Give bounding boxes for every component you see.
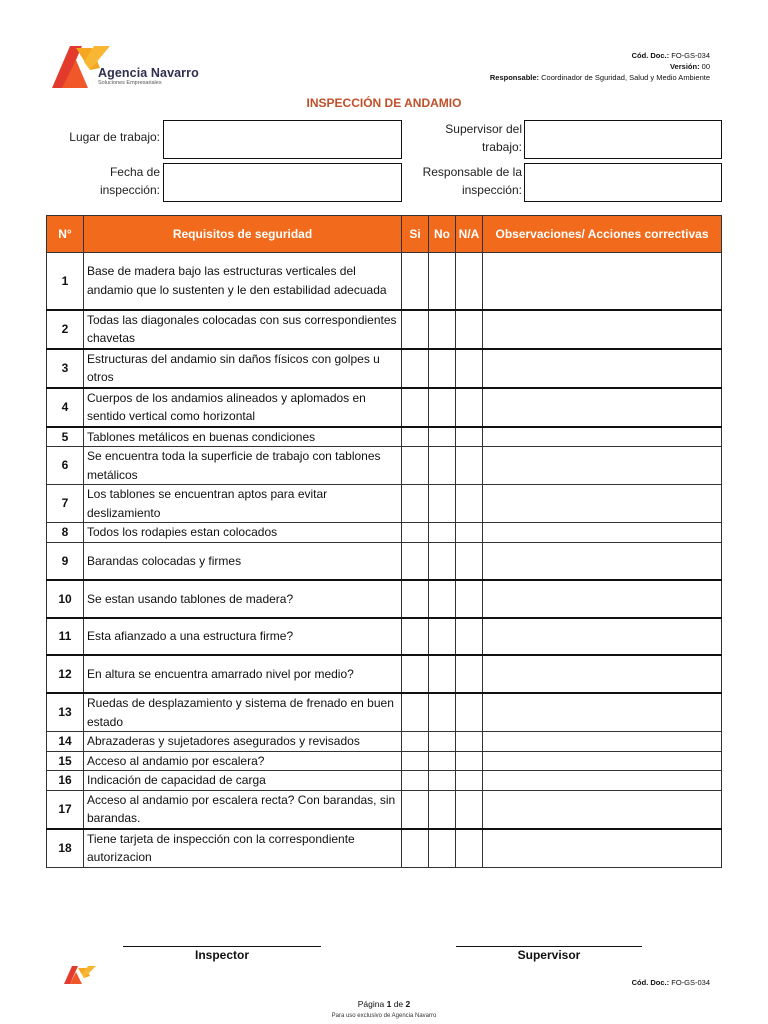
row-number: 9 xyxy=(47,542,84,580)
lugar-field[interactable] xyxy=(163,120,402,159)
observations-cell[interactable] xyxy=(483,310,722,349)
no-cell[interactable] xyxy=(429,732,456,752)
version-value: 00 xyxy=(701,62,710,71)
no-cell[interactable] xyxy=(429,447,456,485)
fecha-label: Fecha de inspección: xyxy=(99,165,160,197)
version-label: Versión: xyxy=(669,62,700,71)
si-cell[interactable] xyxy=(402,655,429,693)
na-cell[interactable] xyxy=(456,693,483,732)
requirement-text: Abrazaderas y sujetadores asegurados y revisados xyxy=(84,732,402,752)
row-number: 8 xyxy=(47,523,84,543)
na-cell[interactable] xyxy=(456,427,483,447)
inspector-label: Inspector xyxy=(194,948,249,962)
si-cell[interactable] xyxy=(402,618,429,655)
na-cell[interactable] xyxy=(456,253,483,310)
responsable-inspeccion-field[interactable] xyxy=(524,163,722,202)
row-number: 7 xyxy=(47,485,84,523)
row-number: 14 xyxy=(47,732,84,752)
col-na-header: N/A xyxy=(456,216,483,253)
page-total: 2 xyxy=(405,999,411,1009)
inspector-signature-line xyxy=(123,946,321,947)
na-cell[interactable] xyxy=(456,655,483,693)
si-cell[interactable] xyxy=(402,427,429,447)
supervisor-field[interactable] xyxy=(524,120,722,159)
si-cell[interactable] xyxy=(402,542,429,580)
si-cell[interactable] xyxy=(402,523,429,543)
row-number: 13 xyxy=(47,693,84,732)
table-row xyxy=(47,732,722,752)
cod-doc-value: FO-GS-034 xyxy=(671,51,710,60)
na-cell[interactable] xyxy=(456,523,483,543)
col-no-header: No xyxy=(429,216,456,253)
lugar-label: Lugar de trabajo: xyxy=(69,130,160,144)
si-cell[interactable] xyxy=(402,310,429,349)
requirement-text: Ruedas de desplazamiento y sistema de frenado en buen estado xyxy=(84,693,402,732)
requirement-text: Estructuras del andamio sin daños físicos con golpes u otros xyxy=(84,349,402,388)
row-number: 12 xyxy=(47,655,84,693)
na-cell[interactable] xyxy=(456,790,483,829)
na-cell[interactable] xyxy=(456,349,483,388)
requirement-text: Base de madera bajo las estructuras verticales del andamio que lo sustenten y le den estabilidad adecuada xyxy=(84,253,402,310)
table-row xyxy=(47,580,722,618)
no-cell[interactable] xyxy=(429,771,456,791)
responsable-value: Coordinador de Sgurida​d, Salud y Medio Ambiente xyxy=(541,73,710,82)
na-cell[interactable] xyxy=(456,618,483,655)
row-number: 16 xyxy=(47,771,84,791)
requirements-table xyxy=(46,215,722,868)
footer-note: Para uso exclusivo de Agencia Navarro xyxy=(331,1013,437,1019)
na-cell[interactable] xyxy=(456,485,483,523)
observations-cell[interactable] xyxy=(483,447,722,485)
supervisor-signature-label: Supervisor xyxy=(517,948,581,962)
table-row xyxy=(47,485,722,523)
footer-cod-doc-label: Cód. Doc.: xyxy=(631,978,670,987)
observations-cell[interactable] xyxy=(483,751,722,771)
no-cell[interactable] xyxy=(429,829,456,868)
table-row xyxy=(47,618,722,655)
table-row xyxy=(47,388,722,427)
footer-cod-doc-value: FO-GS-034 xyxy=(671,978,710,987)
requirement-text: En altura se encuentra amarrado nivel por medio? xyxy=(84,655,402,693)
requirement-text: Cuerpos de los andamios alineados y aplomados en sentido vertical como horizontal xyxy=(84,388,402,427)
no-cell[interactable] xyxy=(429,790,456,829)
responsable-inspeccion-label: Responsable de la inspección: xyxy=(422,165,522,197)
footer-doc-code xyxy=(632,978,710,987)
observations-cell[interactable] xyxy=(483,618,722,655)
row-number: 15 xyxy=(47,751,84,771)
na-cell[interactable] xyxy=(456,580,483,618)
observations-cell[interactable] xyxy=(483,349,722,388)
no-cell[interactable] xyxy=(429,542,456,580)
table-row xyxy=(47,693,722,732)
table-row xyxy=(47,253,722,310)
requirement-text: Indicación de capacidad de carga xyxy=(84,771,402,791)
table-header-row xyxy=(47,216,722,253)
col-observations-header: Observaciones/ Acciones correctivas xyxy=(483,216,722,253)
observations-cell[interactable] xyxy=(483,542,722,580)
row-number: 2 xyxy=(47,310,84,349)
table-row xyxy=(47,310,722,349)
col-si-header: Si xyxy=(402,216,429,253)
no-cell[interactable] xyxy=(429,523,456,543)
no-cell[interactable] xyxy=(429,310,456,349)
requirement-text: Todos los rodapies estan colocados xyxy=(84,523,402,543)
si-cell[interactable] xyxy=(402,253,429,310)
si-cell[interactable] xyxy=(402,732,429,752)
si-cell[interactable] xyxy=(402,447,429,485)
table-row xyxy=(47,447,722,485)
page-current: 1 xyxy=(386,999,392,1009)
no-cell[interactable] xyxy=(429,388,456,427)
si-cell[interactable] xyxy=(402,790,429,829)
observations-cell[interactable] xyxy=(483,388,722,427)
page-number xyxy=(0,999,768,1009)
requirement-text: Se estan usando tablones de madera? xyxy=(84,580,402,618)
row-number: 3 xyxy=(47,349,84,388)
requirement-text: Acceso al andamio por escalera? xyxy=(84,751,402,771)
table-row xyxy=(47,349,722,388)
na-cell[interactable] xyxy=(456,732,483,752)
no-cell[interactable] xyxy=(429,253,456,310)
company-name: Agencia Navarro xyxy=(98,66,199,80)
page-of: de xyxy=(393,999,404,1009)
si-cell[interactable] xyxy=(402,693,429,732)
responsable-label: Responsable: xyxy=(489,73,540,82)
table-row xyxy=(47,751,722,771)
si-cell[interactable] xyxy=(402,485,429,523)
row-number: 6 xyxy=(47,447,84,485)
table-row xyxy=(47,790,722,829)
observations-cell[interactable] xyxy=(483,655,722,693)
requirement-text: Esta afianzado a una estructura firme? xyxy=(84,618,402,655)
no-cell[interactable] xyxy=(429,618,456,655)
table-row xyxy=(47,829,722,868)
observations-cell[interactable] xyxy=(483,693,722,732)
observations-cell[interactable] xyxy=(483,427,722,447)
document-meta xyxy=(490,50,710,83)
col-requirement-header: Requisitos de seguridad xyxy=(84,216,402,253)
si-cell[interactable] xyxy=(402,751,429,771)
requirement-text: Barandas colocadas y firmes xyxy=(84,542,402,580)
na-cell[interactable] xyxy=(456,771,483,791)
supervisor-label: Supervisor del trabajo: xyxy=(445,122,522,154)
page-word: Página xyxy=(357,999,385,1009)
observations-cell[interactable] xyxy=(483,829,722,868)
supervisor-signature-line xyxy=(456,946,642,947)
cod-doc-label: Cód. Doc.: xyxy=(631,51,670,60)
observations-cell[interactable] xyxy=(483,732,722,752)
no-cell[interactable] xyxy=(429,349,456,388)
requirement-text: Se encuentra toda la superficie de trabajo con tablones metálicos xyxy=(84,447,402,485)
no-cell[interactable] xyxy=(429,693,456,732)
observations-cell[interactable] xyxy=(483,580,722,618)
table-row xyxy=(47,655,722,693)
observations-cell[interactable] xyxy=(483,790,722,829)
si-cell[interactable] xyxy=(402,388,429,427)
observations-cell[interactable] xyxy=(483,523,722,543)
row-number: 17 xyxy=(47,790,84,829)
observations-cell[interactable] xyxy=(483,485,722,523)
row-number: 1 xyxy=(47,253,84,310)
no-cell[interactable] xyxy=(429,751,456,771)
col-number-header: N° xyxy=(47,216,84,253)
document-title: INSPECCIÓN DE ANDAMIO xyxy=(306,96,462,110)
observations-cell[interactable] xyxy=(483,253,722,310)
requirement-text: Tiene tarjeta de inspección con la correspondiente autorizacion xyxy=(84,829,402,868)
footer-logo xyxy=(62,964,114,986)
si-cell[interactable] xyxy=(402,349,429,388)
row-number: 18 xyxy=(47,829,84,868)
si-cell[interactable] xyxy=(402,771,429,791)
table-row xyxy=(47,523,722,543)
na-cell[interactable] xyxy=(456,310,483,349)
na-cell[interactable] xyxy=(456,751,483,771)
no-cell[interactable] xyxy=(429,427,456,447)
requirement-text: Los tablones se encuentran aptos para evitar deslizamiento xyxy=(84,485,402,523)
table-row xyxy=(47,427,722,447)
no-cell[interactable] xyxy=(429,580,456,618)
no-cell[interactable] xyxy=(429,485,456,523)
na-cell[interactable] xyxy=(456,447,483,485)
si-cell[interactable] xyxy=(402,580,429,618)
requirement-text: Todas las diagonales colocadas con sus correspondientes chavetas xyxy=(84,310,402,349)
no-cell[interactable] xyxy=(429,655,456,693)
si-cell[interactable] xyxy=(402,829,429,868)
row-number: 10 xyxy=(47,580,84,618)
requirements-body xyxy=(47,253,722,868)
table-row xyxy=(47,771,722,791)
company-tagline: Soluciones Empresariales xyxy=(98,80,162,86)
requirement-text: Tablones metálicos en buenas condiciones xyxy=(84,427,402,447)
table-row xyxy=(47,542,722,580)
observations-cell[interactable] xyxy=(483,771,722,791)
row-number: 4 xyxy=(47,388,84,427)
requirement-text: Acceso al andamio por escalera recta? Con barandas, sin barandas. xyxy=(84,790,402,829)
na-cell[interactable] xyxy=(456,829,483,868)
row-number: 11 xyxy=(47,618,84,655)
fecha-field[interactable] xyxy=(163,163,402,202)
row-number: 5 xyxy=(47,427,84,447)
na-cell[interactable] xyxy=(456,388,483,427)
na-cell[interactable] xyxy=(456,542,483,580)
